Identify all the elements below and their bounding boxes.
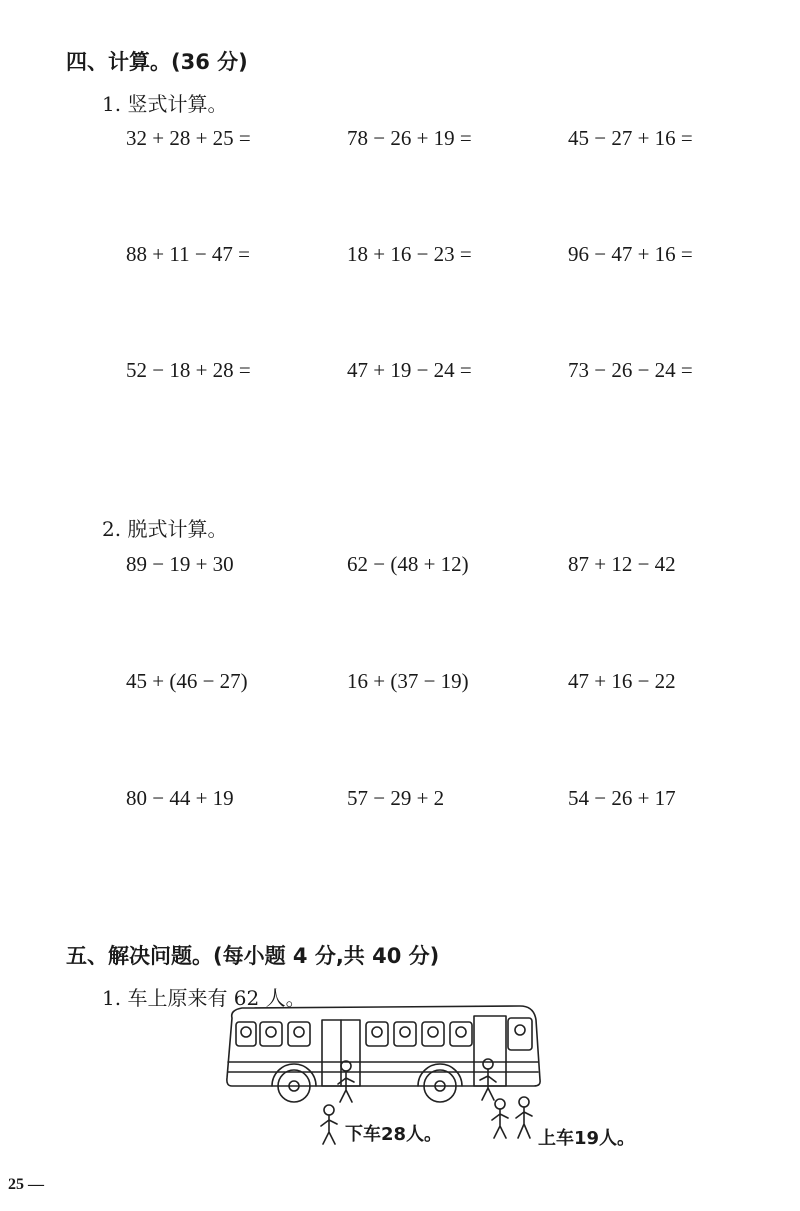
expr: 18 + 16 − 23 = xyxy=(347,242,472,266)
part1-label: 1. 竖式计算。 xyxy=(102,92,228,116)
section4-title: 四、计算。(36 分) xyxy=(66,50,248,74)
q1-label: 1. 车上原来有 62 人。 xyxy=(102,986,306,1010)
expr: 96 − 47 + 16 = xyxy=(568,242,693,266)
expr: 16 + (37 − 19) xyxy=(347,669,469,693)
expr: 45 + (46 − 27) xyxy=(126,669,248,693)
section5-title: 五、解决问题。(每小题 4 分,共 40 分) xyxy=(66,944,440,968)
expr: 54 − 26 + 17 xyxy=(568,786,676,810)
expr: 47 + 16 − 22 xyxy=(568,669,676,693)
expr: 52 − 18 + 28 = xyxy=(126,358,251,382)
expr: 45 − 27 + 16 = xyxy=(568,126,693,150)
expr: 88 + 11 − 47 = xyxy=(126,242,251,266)
page-number: 25 — xyxy=(8,1176,44,1193)
expr: 57 − 29 + 2 xyxy=(347,786,445,810)
expr: 32 + 28 + 25 = xyxy=(126,126,251,150)
expr: 80 − 44 + 19 xyxy=(126,786,234,810)
expr: 73 − 26 − 24 = xyxy=(568,358,693,382)
geton-caption: 上车19人。 xyxy=(538,1128,636,1149)
getoff-caption: 下车28人。 xyxy=(345,1124,443,1145)
expr: 62 − (48 + 12) xyxy=(347,552,469,576)
expr: 89 − 19 + 30 xyxy=(126,552,234,576)
expr: 87 + 12 − 42 xyxy=(568,552,676,576)
expr: 47 + 19 − 24 = xyxy=(347,358,472,382)
part2-label: 2. 脱式计算。 xyxy=(102,517,228,541)
expr: 78 − 26 + 19 = xyxy=(347,126,472,150)
